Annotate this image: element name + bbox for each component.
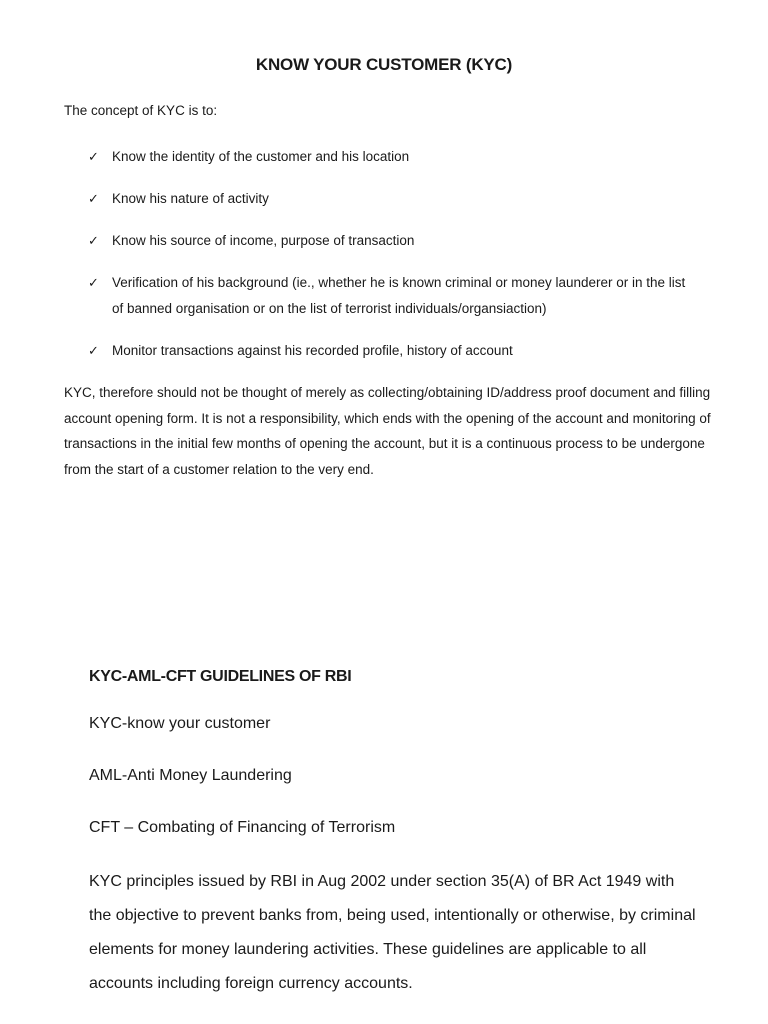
list-item-text: Know the identity of the customer and his location	[112, 149, 410, 164]
kyc-explanation-paragraph: KYC, therefore should not be thought of merely as collecting/obtaining ID/address proof document and filling account opening form. It is not a responsibility, which ends with the opening of the account and monitoring of transactions in the initial few months of opening the account, but it is a continuous process to be undergone from the start of a customer relation to the very end.	[64, 385, 711, 477]
list-item-text: Know his nature of activity	[112, 191, 269, 206]
kyc-concept-list	[88, 144, 698, 380]
list-item	[88, 270, 698, 322]
definition-kyc: KYC-know your customer	[89, 715, 271, 732]
document-title: KNOW YOUR CUSTOMER (KYC)	[255, 55, 513, 74]
checkmark-icon: ✓	[88, 191, 99, 206]
list-item	[88, 338, 698, 364]
list-item	[88, 186, 698, 212]
rbi-principles-paragraph: KYC principles issued by RBI in Aug 2002 under section 35(A) of BR Act 1949 with the objective to prevent banks from, being used, intentionally or otherwise, by criminal elements for money laundering activities. These guidelines are applicable to all accounts including foreign currency accounts.	[89, 873, 696, 992]
guidelines-section	[89, 668, 709, 1001]
checkmark-icon: ✓	[88, 343, 99, 358]
checkmark-icon: ✓	[88, 275, 99, 290]
intro-text: The concept of KYC is to:	[64, 103, 218, 118]
definition-aml: AML-Anti Money Laundering	[89, 767, 292, 784]
list-item-text: Monitor transactions against his recorded profile, history of account	[112, 343, 513, 358]
checkmark-icon: ✓	[88, 233, 99, 248]
definition-cft: CFT – Combating of Financing of Terrorism	[89, 819, 396, 836]
list-item-text: Know his source of income, purpose of transaction	[112, 233, 415, 248]
guidelines-heading: KYC-AML-CFT GUIDELINES OF RBI	[89, 668, 352, 685]
list-item-text: Verification of his background (ie., whether he is known criminal or money launderer or in the list of banned organisation or on the list of terrorist individuals/organsiaction)	[112, 275, 686, 316]
list-item	[88, 144, 698, 170]
list-item	[88, 228, 698, 254]
checkmark-icon: ✓	[88, 149, 99, 164]
